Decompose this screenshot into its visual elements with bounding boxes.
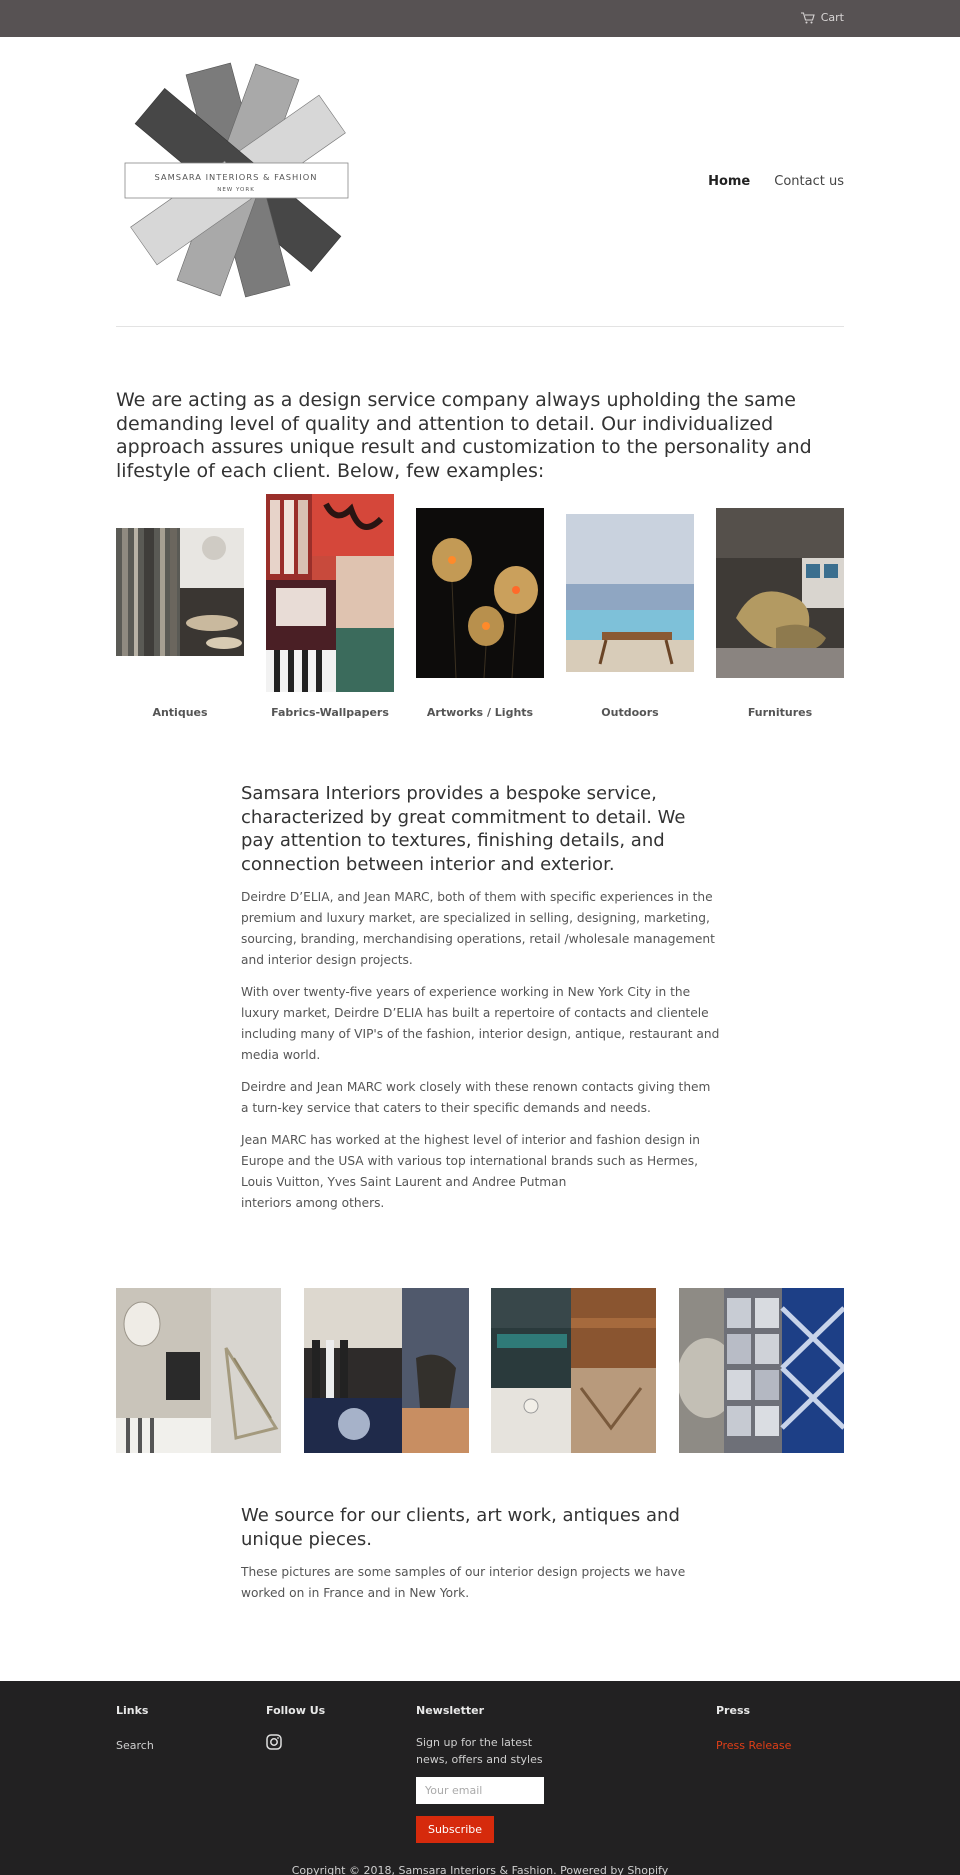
fabrics-photo: [266, 494, 394, 692]
subscribe-button[interactable]: Subscribe: [416, 1816, 494, 1843]
about-paragraph: Jean MARC has worked at the highest level of interior and fashion design in Europe and the USA with various top international brands such as Hermes, Louis Vuitton, Yves Saint Laurent and Andree Putman: [241, 1133, 700, 1189]
cart-link[interactable]: [801, 11, 844, 24]
about-section: [241, 782, 721, 1225]
example-label: Fabrics-Wallpapers: [271, 706, 389, 719]
cart-label: Cart: [820, 11, 844, 24]
about-heading: Samsara Interiors provides a bespoke service, characterized by great commitment to detail. We pay attention to textures, finishing details, and connection between interior and exterior.: [241, 783, 686, 875]
footer-follow: [266, 1704, 325, 1754]
instagram-link[interactable]: [266, 1735, 282, 1754]
samsara-logo[interactable]: [116, 58, 356, 298]
footer-newsletter: [416, 1704, 546, 1843]
about-paragraph: Deirdre and Jean MARC work closely with these renown contacts giving them a turn-key service that caters to their specific demands and needs.: [241, 1080, 711, 1115]
gallery-image-2[interactable]: [304, 1288, 469, 1453]
cart-icon: [801, 12, 815, 24]
sourcing-text: These pictures are some samples of our interior design projects we have worked on in France and in New York.: [241, 1565, 686, 1600]
header-divider: [116, 326, 844, 327]
logo-name: SAMSARA INTERIORS & FASHION: [154, 172, 318, 182]
footer-links: [116, 1704, 154, 1753]
about-paragraph: Deirdre D’ELIA, and Jean MARC, both of them with specific experiences in the premium and luxury market, are specialized in selling, designing, marketing, sourcing, branding, merchandising operations, retail /wholesale management and interior design projects.: [241, 890, 715, 967]
example-label: Outdoors: [601, 706, 659, 719]
footer-newsletter-heading: Newsletter: [416, 1704, 485, 1717]
furniture-photo: [716, 508, 844, 678]
email-field[interactable]: [416, 1777, 544, 1804]
nav-home[interactable]: Home: [708, 174, 751, 189]
footer-press-heading: Press: [716, 1704, 751, 1717]
example-label: Antiques: [152, 706, 208, 719]
gallery-image-4[interactable]: [679, 1288, 844, 1453]
footer-search-link[interactable]: Search: [116, 1739, 154, 1752]
about-paragraph: With over twenty-five years of experience working in New York City in the luxury market, Deirdre D’ELIA has built a repertoire of contacts and clientele including many of VIP's of the fashion, interior design, antique, restaurant and media world.: [241, 985, 720, 1062]
main-nav: [708, 174, 844, 189]
newsletter-text: Sign up for the latest news, offers and styles: [416, 1736, 543, 1766]
about-paragraph: interiors among others.: [241, 1196, 385, 1210]
outdoors-photo: [566, 514, 694, 672]
copyright: Copyright © 2018, Samsara Interiors & Fashion. Powered by Shopify: [291, 1864, 669, 1875]
nav-contact-us[interactable]: Contact us: [774, 174, 844, 189]
example-label: Furnitures: [747, 706, 813, 719]
logo-city: NEW YORK: [217, 187, 255, 193]
top-bar: [0, 0, 960, 37]
instagram-icon: [266, 1734, 282, 1750]
footer-follow-heading: Follow Us: [266, 1704, 326, 1717]
gallery-image-1[interactable]: [116, 1288, 281, 1453]
intro-text: We are acting as a design service company always upholding the same demanding level of quality and attention to detail. Our individualized approach assures unique result and customization to the personality and lifestyle of each client. Below, few examples:: [116, 389, 812, 482]
sourcing-heading: We source for our clients, art work, antiques and unique pieces.: [241, 1505, 680, 1550]
press-release-link[interactable]: Press Release: [716, 1739, 792, 1752]
footer-links-heading: Links: [116, 1704, 149, 1717]
gallery-image-3[interactable]: [491, 1288, 656, 1453]
sourcing-section: [241, 1504, 721, 1604]
antiques-photo: [116, 528, 244, 656]
footer-press: [716, 1704, 791, 1753]
lights-photo: [416, 508, 544, 678]
example-label: Artworks / Lights: [426, 706, 534, 719]
